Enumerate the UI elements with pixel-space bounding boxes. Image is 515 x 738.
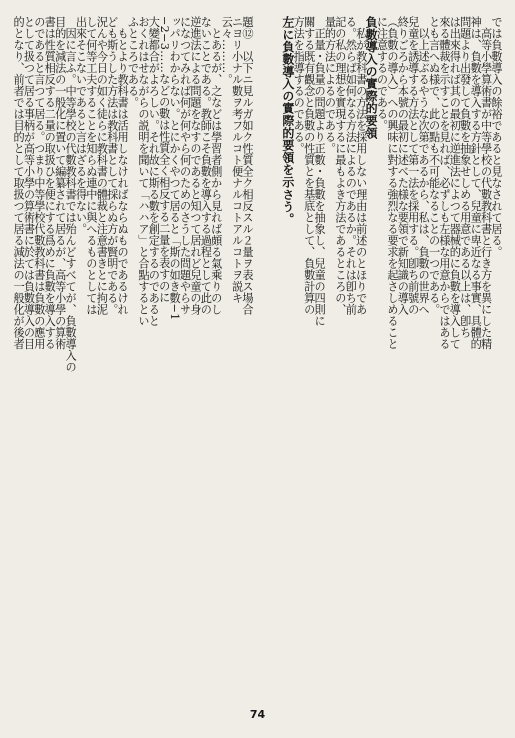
text-column: もとより教科書は活用しなければならぬものであるけれ — [116, 16, 130, 315]
text-column: 記の私の理想を實現するに最もよき方法であるところの、 — [333, 16, 347, 315]
text-column: 因に言ふ。中等學校の代數教科書では殆んどすべてが、負數導入の — [64, 16, 78, 373]
page-number: 74 — [249, 708, 266, 721]
text-column: 出來そこないであると言はざるを得ない。 — [74, 16, 88, 235]
text-column: 高等小學算術書が中等學校の代數教科書と行き方を異にした精 — [479, 16, 493, 350]
text-column: のであると言つて居る。つまり中等學校代數教科書は負數の應用 — [32, 16, 46, 350]
text-column: （負數の導入）への興味に對する強烈なる要求を起さしめること — [385, 16, 399, 350]
text-column: 況んや今日の如く徒らに教科書の體裁と注意書きとに拘泥 — [95, 16, 109, 315]
text-column: る。然らば如何なる方法によるのであるか。それは卽ち前 — [344, 16, 358, 315]
text-column: 的となり、前者では目的として取扱つて居る減法の一般化が後者 — [12, 16, 26, 350]
text-column: おくれはせながらの説明を聞いて「ハハア」と合點するとい — [136, 16, 150, 327]
text-column: 關する既有觀念と負數の性質とを基底として、負數計算の — [302, 16, 316, 315]
text-column: 以上述ぶるやうな次第であるから、私は、負數の世界へ — [417, 16, 431, 315]
text-column: 私が教科書の方法を採用しない理由は前述のとほりであ — [354, 16, 368, 315]
text-column: ニヨリ小ナル數ヲ考フルコト便ナルコトアルコトヲ説キ — [230, 16, 244, 304]
text-column: 神は、負數を導入する方針として、兒童に卑近なる事實、具體的 — [469, 16, 483, 350]
text-column: 正量・負量の問題より正數・負數を抽象し、兒童の四則に — [313, 16, 327, 327]
text-column: とも言へぬ様で、此の點も不可能なることの一つである。 — [427, 16, 441, 315]
text-column: 來る體裁を示すことを見れば、必ずしも左様な用意からではある — [437, 16, 451, 350]
text-column: 兒童を誘導する方法として第一法を採用する。卽ち前號の — [406, 16, 420, 315]
text-column: とあるが、之などは學習者側から見れば頗る氣乘りのし — [209, 16, 223, 315]
text-column: になつてみれば何が何やら何のためのさうした問題やらサ — [178, 16, 192, 315]
closing-line: 左に負數導入の實際的要領を示さう。 — [280, 16, 295, 226]
text-column: ども斯うした方法は教科書として採らぬ方が賢明である。 — [105, 16, 119, 315]
text-column: では負數導入の餘裕であると見なされて居る。 — [490, 16, 503, 258]
section-heading: 負數導入の實際的要領 — [364, 16, 379, 139]
text-column: ッパリわからない。とにかくやつて居ると「斯の如き數−1 — [168, 16, 182, 321]
left-text-block — [14, 16, 252, 691]
text-column: 云々………。 — [220, 16, 234, 85]
text-column: ないことである。教師こそ負數を導入する過程として此の — [199, 16, 213, 315]
text-column: して何等工夫することを知らぬ連中に與へるものとしては — [84, 16, 98, 315]
text-column: として扱つて居る事柄が高等小學の算術書に於ては負數導入の目 — [22, 16, 36, 350]
text-column: 問題より出發して負數を抽象せしめる用意である以上は、卽ち — [458, 16, 472, 338]
text-column: 目的を減法の一般化に置いて編纂されて居るが、高等小學の算術 — [53, 16, 67, 350]
text-column: は出來得れば其の最初に逆進法によつて器械的に負數を導入して — [448, 16, 462, 350]
text-column: ふところである。 — [126, 16, 140, 108]
text-column: −2−3……などの數は性質全く相反する二量を表すのに — [157, 16, 171, 304]
text-column: 大變都合がよろしい。それ故に斯る數を創定するのであると — [147, 16, 161, 327]
text-column: 方法を指導するのである。 — [292, 16, 306, 154]
text-column: 逆進法による問題をなすのであると知つて居れど兒童の身 — [188, 16, 202, 315]
upper-text-block — [253, 16, 501, 691]
text-column: 量的方法によるのである。 — [323, 16, 337, 154]
text-column: に注意するのである。 — [375, 16, 389, 131]
text-column: 終りごろから本號の最初に述べた様な要領で新知識の導入 — [396, 16, 410, 315]
text-column: 題⑫ 以下ニ見ルガ如ク性質全ク相反スル２量ヲ表ス場合 — [241, 16, 254, 315]
text-column: 書は性質相反する二量の取扱ひを便にする爲めに負數を導入する — [43, 16, 57, 350]
